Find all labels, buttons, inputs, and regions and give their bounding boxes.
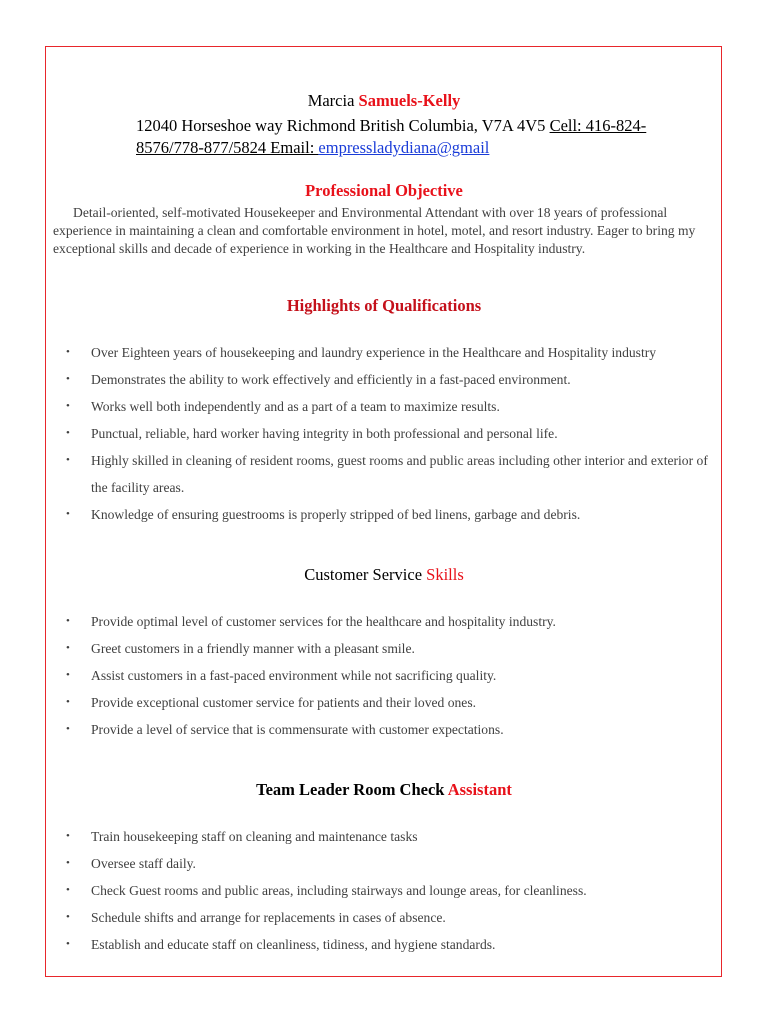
customer-service-list [66,608,726,743]
list-item: • Demonstrates the ability to work effectively and efficiently in a fast-paced environment. [66,366,726,393]
list-item: • Assist customers in a fast-paced environment while not sacrificing quality. [66,662,726,689]
team-leader-list [66,823,726,958]
list-item: • Over Eighteen years of housekeeping and laundry experience in the Healthcare and Hospitality industry [66,339,726,366]
last-name: Samuels-Kelly [358,91,461,110]
bullet-icon: • [66,911,70,923]
list-item: • Schedule shifts and arrange for replacements in cases of absence. [66,904,726,931]
list-item: • Highly skilled in cleaning of resident rooms, guest rooms and public areas including other interior and exterior of the facility areas. [66,447,726,501]
objective-title: Professional Objective [305,181,463,200]
address: 12040 Horseshoe way Richmond British Columbia, V7A 4V5 [136,116,550,135]
customer-service-title: Customer Service Skills [304,565,464,584]
list-item: • Provide exceptional customer service for patients and their loved ones. [66,689,726,716]
bullet-icon: • [66,938,70,950]
bullet-icon: • [66,857,70,869]
bullet-icon: • [66,696,70,708]
list-item: • Punctual, reliable, hard worker having integrity in both professional and personal life. [66,420,726,447]
list-item: • Provide optimal level of customer services for the healthcare and hospitality industry. [66,608,726,635]
qualifications-title: Highlights of Qualifications [286,296,482,315]
bullet-icon: • [66,427,70,439]
cell-and-email-label: Cell: 416-824-8576/778-877/5824 Email: [136,116,647,157]
candidate-name [0,91,768,111]
email-link[interactable]: empressladydiana@gmail [318,138,490,157]
bullet-icon: • [66,669,70,681]
list-item: • Greet customers in a friendly manner with a pleasant smile. [66,635,726,662]
list-item: • Oversee staff daily. [66,850,726,877]
list-item: • Train housekeeping staff on cleaning and maintenance tasks [66,823,726,850]
bullet-icon: • [66,508,70,520]
list-item: • Works well both independently and as a part of a team to maximize results. [66,393,726,420]
contact-info [136,115,696,159]
bullet-icon: • [66,400,70,412]
team-leader-title: Team Leader Room Check Assistant [256,780,512,799]
objective-text: Detail-oriented, self-motivated Housekeeper and Environmental Attendant with over 18 years of professional experience in maintaining a clean and comfortable environment in hotel, motel, and resort industry. Eager to bring my exceptional skills and decade of experience in working in the Healthcare and Hospitality industry. [53,205,696,256]
list-item: • Check Guest rooms and public areas, including stairways and lounge areas, for cleanliness. [66,877,726,904]
bullet-icon: • [66,884,70,896]
bullet-icon: • [66,615,70,627]
bullet-icon: • [66,830,70,842]
bullet-icon: • [66,373,70,385]
bullet-icon: • [66,454,70,466]
bullet-icon: • [66,346,70,358]
qualifications-list [66,339,726,528]
list-item: • Knowledge of ensuring guestrooms is properly stripped of bed linens, garbage and debris. [66,501,726,528]
first-name: Marcia [307,91,359,110]
bullet-icon: • [66,642,70,654]
list-item: • Provide a level of service that is commensurate with customer expectations. [66,716,726,743]
bullet-icon: • [66,723,70,735]
list-item: • Establish and educate staff on cleanliness, tidiness, and hygiene standards. [66,931,726,958]
